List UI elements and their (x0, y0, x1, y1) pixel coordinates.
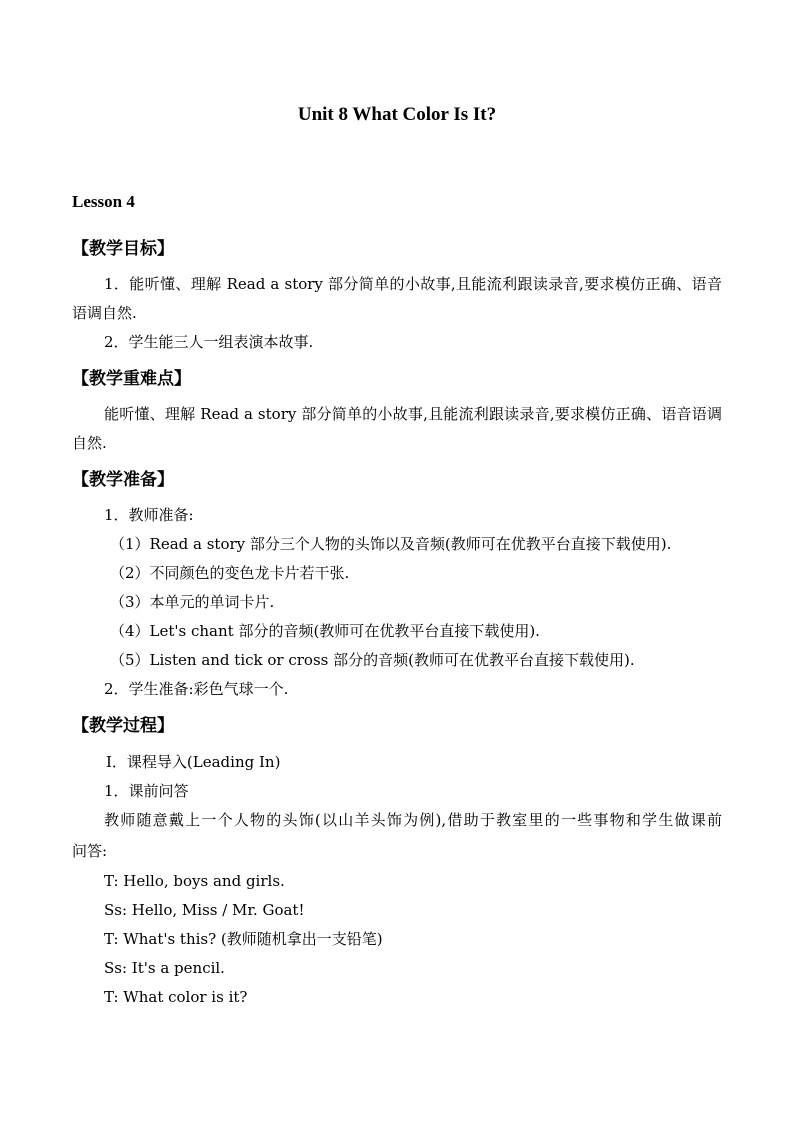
objective-item-1-line-2: 语调自然. (72, 304, 137, 322)
teacher-preparation: 1．教师准备: (104, 506, 194, 524)
dialogue-line-5: T: What color is it? (104, 988, 248, 1006)
student-preparation: 2．学生准备:彩色气球一个. (104, 680, 289, 698)
dialogue-line-3: T: What's this? (教师随机拿出一支铅笔) (104, 930, 383, 948)
lesson-label: Lesson 4 (72, 192, 135, 211)
preparation-item-5: （5）Listen and tick or cross 部分的音频(教师可在优教平台直接下载使用). (110, 651, 635, 669)
preparation-item-4: （4）Let's chant 部分的音频(教师可在优教平台直接下载使用). (110, 622, 540, 640)
process-desc-line-1: 教师随意戴上一个人物的头饰(以山羊头饰为例),借助于教室里的一些事物和学生做课前 (104, 811, 722, 829)
objective-item-2: 2．学生能三人一组表演本故事. (104, 333, 314, 351)
document-title: Unit 8 What Color Is It? (297, 104, 497, 125)
heading-process: 【教学过程】 (72, 716, 174, 736)
objective-item-1-line-1: 1．能听懂、理解 Read a story 部分简单的小故事,且能流利跟读录音,要求模仿正确、语音 (104, 275, 722, 293)
dialogue-line-4: Ss: It's a pencil. (104, 959, 225, 977)
keypoints-line-2: 自然. (72, 434, 107, 452)
dialogue-line-2: Ss: Hello, Miss / Mr. Goat! (104, 901, 305, 919)
heading-objectives: 【教学目标】 (72, 239, 174, 259)
keypoints-line-1: 能听懂、理解 Read a story 部分简单的小故事,且能流利跟读录音,要求模仿正确、语音语调 (104, 405, 722, 423)
heading-keypoints: 【教学重难点】 (72, 369, 191, 389)
dialogue-line-1: T: Hello, boys and girls. (104, 872, 285, 890)
heading-preparation: 【教学准备】 (72, 470, 174, 490)
process-step-1: Ⅰ．课程导入(Leading In) (106, 753, 281, 771)
preparation-item-3: （3）本单元的单词卡片. (110, 593, 275, 611)
process-desc-line-2: 问答: (72, 842, 108, 860)
preparation-item-1: （1）Read a story 部分三个人物的头饰以及音频(教师可在优教平台直接下载使用). (110, 535, 672, 553)
preparation-item-2: （2）不同颜色的变色龙卡片若干张. (110, 564, 350, 582)
process-sub-1: 1．课前问答 (104, 782, 189, 800)
